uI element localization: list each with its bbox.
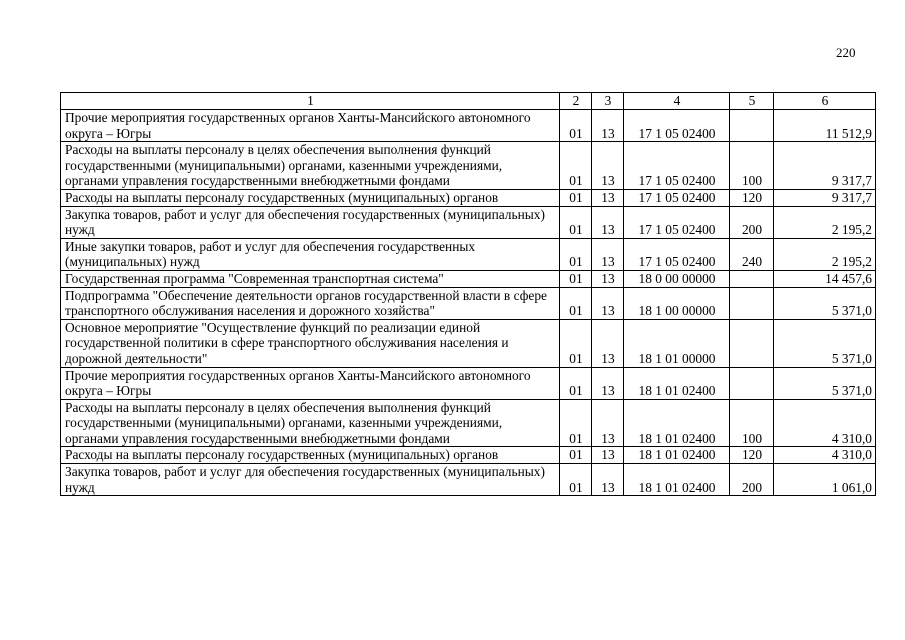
expense-type-cell [730, 319, 774, 367]
amount-cell: 5 371,0 [774, 367, 876, 399]
table-row [61, 287, 876, 319]
row-name-cell: Прочие мероприятия государственных органов Ханты-Мансийского автономного округа – Югры [61, 367, 560, 399]
expense-type-cell: 200 [730, 206, 774, 238]
expense-type-cell [730, 270, 774, 287]
page-number: 220 [836, 45, 856, 60]
target-article-cell: 17 1 05 02400 [624, 110, 730, 142]
row-name-cell: Расходы на выплаты персоналу в целях обеспечения выполнения функций государственными (муниципальными) органами, казенными учреждениями, органами управления государственными внебюджетными фондами [61, 399, 560, 447]
amount-cell: 9 317,7 [774, 142, 876, 190]
subsection-code-cell: 13 [592, 319, 624, 367]
amount-cell: 11 512,9 [774, 110, 876, 142]
amount-cell: 1 061,0 [774, 464, 876, 496]
expense-type-cell: 120 [730, 447, 774, 464]
target-article-cell: 17 1 05 02400 [624, 206, 730, 238]
subsection-code-cell: 13 [592, 238, 624, 270]
table-row [61, 270, 876, 287]
subsection-code-cell: 13 [592, 367, 624, 399]
table-row [61, 464, 876, 496]
row-name-cell: Расходы на выплаты персоналу в целях обеспечения выполнения функций государственными (муниципальными) органами, казенными учреждениями, органами управления государственными внебюджетными фондами [61, 142, 560, 190]
row-name-cell: Закупка товаров, работ и услуг для обеспечения государственных (муниципальных) нужд [61, 464, 560, 496]
column-header-4: 4 [624, 93, 730, 110]
table-row [61, 110, 876, 142]
table-header [61, 93, 876, 110]
header-row [61, 93, 876, 110]
expense-type-cell [730, 367, 774, 399]
amount-cell: 2 195,2 [774, 238, 876, 270]
target-article-cell: 18 1 01 00000 [624, 319, 730, 367]
subsection-code-cell: 13 [592, 142, 624, 190]
section-code-cell: 01 [560, 142, 592, 190]
column-header-1: 1 [61, 93, 560, 110]
row-name-cell: Иные закупки товаров, работ и услуг для обеспечения государственных (муниципальных) нужд [61, 238, 560, 270]
subsection-code-cell: 13 [592, 399, 624, 447]
table-row [61, 319, 876, 367]
section-code-cell: 01 [560, 287, 592, 319]
section-code-cell: 01 [560, 464, 592, 496]
amount-cell: 5 371,0 [774, 319, 876, 367]
expense-type-cell [730, 110, 774, 142]
amount-cell: 2 195,2 [774, 206, 876, 238]
amount-cell: 4 310,0 [774, 447, 876, 464]
section-code-cell: 01 [560, 367, 592, 399]
table-row [61, 206, 876, 238]
column-header-5: 5 [730, 93, 774, 110]
target-article-cell: 18 1 01 02400 [624, 367, 730, 399]
subsection-code-cell: 13 [592, 189, 624, 206]
subsection-code-cell: 13 [592, 464, 624, 496]
section-code-cell: 01 [560, 447, 592, 464]
section-code-cell: 01 [560, 270, 592, 287]
table-row [61, 238, 876, 270]
target-article-cell: 17 1 05 02400 [624, 142, 730, 190]
table-row [61, 189, 876, 206]
expense-type-cell: 240 [730, 238, 774, 270]
table-body [61, 110, 876, 496]
section-code-cell: 01 [560, 206, 592, 238]
expense-type-cell [730, 287, 774, 319]
amount-cell: 5 371,0 [774, 287, 876, 319]
expense-type-cell: 100 [730, 142, 774, 190]
amount-cell: 4 310,0 [774, 399, 876, 447]
section-code-cell: 01 [560, 189, 592, 206]
column-header-6: 6 [774, 93, 876, 110]
subsection-code-cell: 13 [592, 447, 624, 464]
table-row [61, 367, 876, 399]
target-article-cell: 17 1 05 02400 [624, 189, 730, 206]
subsection-code-cell: 13 [592, 270, 624, 287]
section-code-cell: 01 [560, 399, 592, 447]
expense-type-cell: 100 [730, 399, 774, 447]
row-name-cell: Подпрограмма "Обеспечение деятельности органов государственной власти в сфере транспортного обслуживания населения и дорожного хозяйства" [61, 287, 560, 319]
column-header-3: 3 [592, 93, 624, 110]
table-row [61, 399, 876, 447]
budget-table [60, 92, 876, 496]
column-header-2: 2 [560, 93, 592, 110]
row-name-cell: Основное мероприятие "Осуществление функций по реализации единой государственной политики в сфере транспортного обслуживания населения и дорожной деятельности" [61, 319, 560, 367]
subsection-code-cell: 13 [592, 287, 624, 319]
target-article-cell: 18 1 01 02400 [624, 464, 730, 496]
amount-cell: 9 317,7 [774, 189, 876, 206]
row-name-cell: Государственная программа "Современная транспортная система" [61, 270, 560, 287]
table-row [61, 447, 876, 464]
row-name-cell: Расходы на выплаты персоналу государственных (муниципальных) органов [61, 447, 560, 464]
row-name-cell: Закупка товаров, работ и услуг для обеспечения государственных (муниципальных) нужд [61, 206, 560, 238]
subsection-code-cell: 13 [592, 110, 624, 142]
row-name-cell: Расходы на выплаты персоналу государственных (муниципальных) органов [61, 189, 560, 206]
expense-type-cell: 200 [730, 464, 774, 496]
target-article-cell: 18 1 01 02400 [624, 447, 730, 464]
expense-type-cell: 120 [730, 189, 774, 206]
target-article-cell: 18 0 00 00000 [624, 270, 730, 287]
row-name-cell: Прочие мероприятия государственных органов Ханты-Мансийского автономного округа – Югры [61, 110, 560, 142]
section-code-cell: 01 [560, 238, 592, 270]
table-row [61, 142, 876, 190]
subsection-code-cell: 13 [592, 206, 624, 238]
section-code-cell: 01 [560, 110, 592, 142]
target-article-cell: 18 1 01 02400 [624, 399, 730, 447]
target-article-cell: 18 1 00 00000 [624, 287, 730, 319]
section-code-cell: 01 [560, 319, 592, 367]
amount-cell: 14 457,6 [774, 270, 876, 287]
target-article-cell: 17 1 05 02400 [624, 238, 730, 270]
